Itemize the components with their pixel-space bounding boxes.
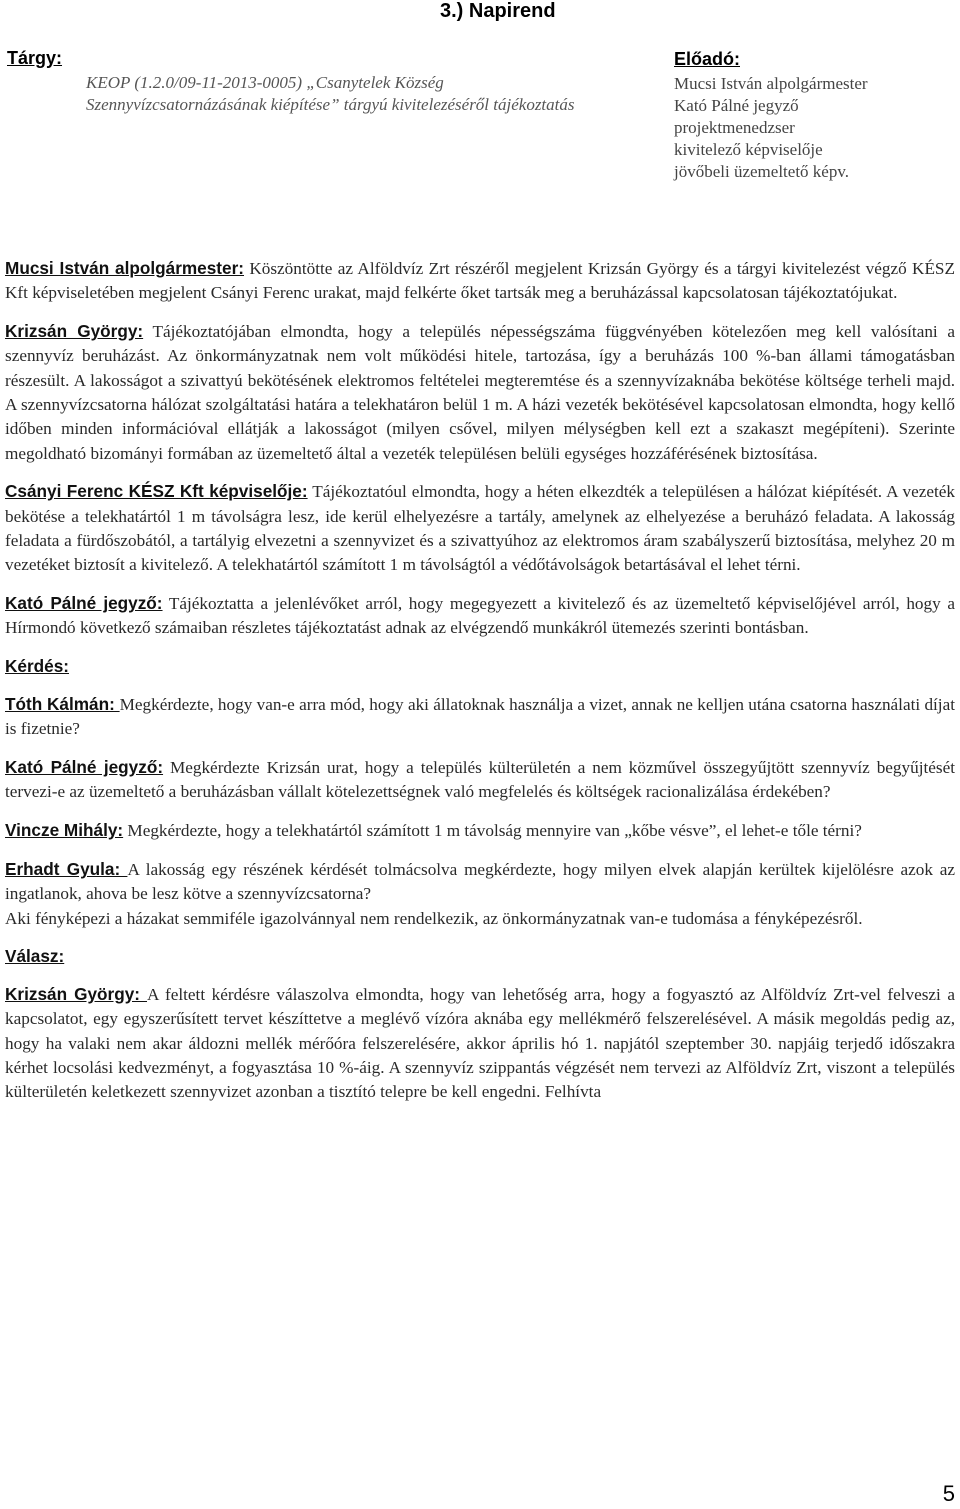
answer-text: A feltett kérdésre válaszolva elmondta, hogy van lehetőség arra, hogy a fogyasztó az Alföldvíz Zrt-vel felveszi a kapcsolatot, egy egyszerűsített tervet készíttetve a meglévő vízóra aknába egy mellékmérő felszerelésével. A másik megoldás pedig az, hogy ha valaki nem akar áldozni mellék mérőóra felszerelésére, akkor április hó 1. napjától szeptember 30. napjáig terjedő időszakra kérhet locsolási kedvezményt, a fogyasztása 10 %-áig. A szennyvíz szippantás végzését nem tervezi az Alföldvíz Zrt, viszont a település külterületén keletkezett szennyvizet azonban a tisztító telepre be kell engedni. Felhívta bbox=[5, 985, 955, 1102]
question-text: Megkérdezte, hogy van-e arra mód, hogy aki állatoknak használja a vizet, annak ne kelljen utána csatorna használati díjat is fizetnie? bbox=[5, 694, 955, 739]
question-extra: Aki fényképezi a házakat semmiféle igazolvánnyal nem rendelkezik, az önkormányzatnak van-e tudomása a fényképezésről. bbox=[5, 908, 863, 928]
subject-line-1: KEOP (1.2.0/09-11-2013-0005) „Csanytelek Község bbox=[86, 73, 444, 92]
answer bbox=[5, 982, 955, 1104]
speaker-name: Krizsán György: bbox=[5, 984, 148, 1005]
presenter-name: Kató Pálné jegyző bbox=[674, 96, 799, 115]
presenter-label: Előadó: bbox=[674, 49, 740, 69]
paragraph-text: Tájékoztatóul elmondta, hogy a héten elkezdték a településen a hálózat kiépítését. A vezeték bekötése a telekhatártól 1 m távolságra lesz, ide kerül elhelyezésre a tartály, amelynek az elhelyezése a beruházó feladata. A lakosság feladata a fürdőszobától, a tartályig elvezetni a szennyvizet és a szivattyúhoz az elektromos áram szabályszerű biztosítása, melyhez 20 m vezetéket biztosít a kivitelező. A telekhatártól számított 1 m távolságtól a védőtávolságok betartásával el lehet térni. bbox=[5, 482, 955, 575]
question-text: Megkérdezte Krizsán urat, hogy a település külterületén a nem közművel összegyűjtött szennyvíz begyűjtését tervezi-e az üzemeltető a beruházásban vállalt kötelezettségnek való megfelelés és költségek racionalizálása érdekében? bbox=[5, 758, 955, 802]
speaker-name: Krizsán György: bbox=[5, 321, 144, 342]
paragraph bbox=[5, 591, 955, 641]
paragraph bbox=[5, 319, 955, 466]
paragraph bbox=[5, 256, 955, 306]
subject-label: Tárgy: bbox=[7, 48, 63, 68]
speaker-name: Vincze Mihály: bbox=[5, 820, 124, 841]
question bbox=[5, 692, 955, 742]
presenter-name: jövőbeli üzemeltető képv. bbox=[674, 162, 849, 181]
question-text: A lakosság egy részének kérdését tolmácsolva megkérdezte, hogy milyen elvek alapján kerültek kijelölésre azok az ingatlanok, ahova be lesz kötve a szennyvízcsatorna? bbox=[5, 859, 955, 904]
page-number: 5 bbox=[942, 1481, 955, 1506]
question bbox=[5, 755, 955, 805]
speaker-name: Csányi Ferenc KÉSZ Kft képviselője: bbox=[5, 481, 308, 502]
question-text: Megkérdezte, hogy a telekhatártól számított 1 m távolság mennyire van „kőbe vésve”, el lehet-e tőle térni? bbox=[123, 821, 862, 841]
minutes-body bbox=[5, 256, 955, 1118]
presenter-name: Mucsi István alpolgármester bbox=[674, 74, 868, 93]
subject-block bbox=[7, 48, 627, 116]
question bbox=[5, 818, 955, 843]
speaker-name: Mucsi István alpolgármester: bbox=[5, 258, 244, 278]
paragraph bbox=[5, 479, 955, 577]
presenter-name: kivitelező képviselője bbox=[674, 140, 823, 159]
agenda-heading: 3.) Napirend bbox=[440, 0, 556, 22]
speaker-name: Erhadt Gyula: bbox=[5, 858, 128, 879]
question bbox=[5, 857, 955, 907]
subject-text bbox=[86, 72, 627, 116]
speaker-name: Tóth Kálmán: bbox=[5, 693, 120, 714]
speaker-name: Kató Pálné jegyző: bbox=[5, 593, 163, 614]
presenter-block bbox=[674, 48, 960, 183]
subject-line-2: Szennyvízcsatornázásának kiépítése” tárgyú kivitelezéséről tájékoztatás bbox=[86, 95, 575, 114]
answer-section-label: Válasz: bbox=[5, 946, 65, 967]
paragraph-text: Tájékoztatójában elmondta, hogy a település népességszáma függvényében kötelezően meg kell valósítani a szennyvíz beruházást. Az önkormányzatnak nem volt működési hitele, tartozása, így a beruházás 100 %-ban állami támogatásban részesült. A lakosságot a szivattyú bekötésének elektromos feltételei megteremtése és a szennyvízaknába bekötése költsége terheli majd. A szennyvízcsatorna hálózat szolgáltatási határa a telekhatáron belül 1 m. A házi vezeték bekötésével kapcsolatosan elmondta, hogy kellő időben minden információval ellátják a lakosságot (milyen csővel, milyen mélységben kell ezt a szakaszt megépíteni). Szerinte megoldható bizományi formában az üzemeltető által a vezeték településen belüli egységes hozzáférésének biztosítása. bbox=[5, 322, 955, 463]
question-section-label: Kérdés: bbox=[5, 656, 69, 677]
paragraph-text: Tájékoztatta a jelenlévőket arról, hogy megegyezett a kivitelező és az üzemeltető képviselőjével arról, hogy a Hírmondó következő számaiban részletes tájékoztatást adnak az elvégzendő munkákról ütemezés szerinti bontásban. bbox=[5, 594, 955, 638]
speaker-name: Kató Pálné jegyző: bbox=[5, 757, 164, 778]
presenter-name: projektmenedzser bbox=[674, 118, 795, 137]
paragraph-text: Köszöntötte az Alföldvíz Zrt részéről megjelent Krizsán György és a tárgyi kivitelezést végző KÉSZ Kft képviseletében megjelent Csányi Ferenc urakat, majd felkérte őket tartsák meg a beruházással kapcsolatosan tájékoztatójukat. bbox=[5, 259, 955, 303]
